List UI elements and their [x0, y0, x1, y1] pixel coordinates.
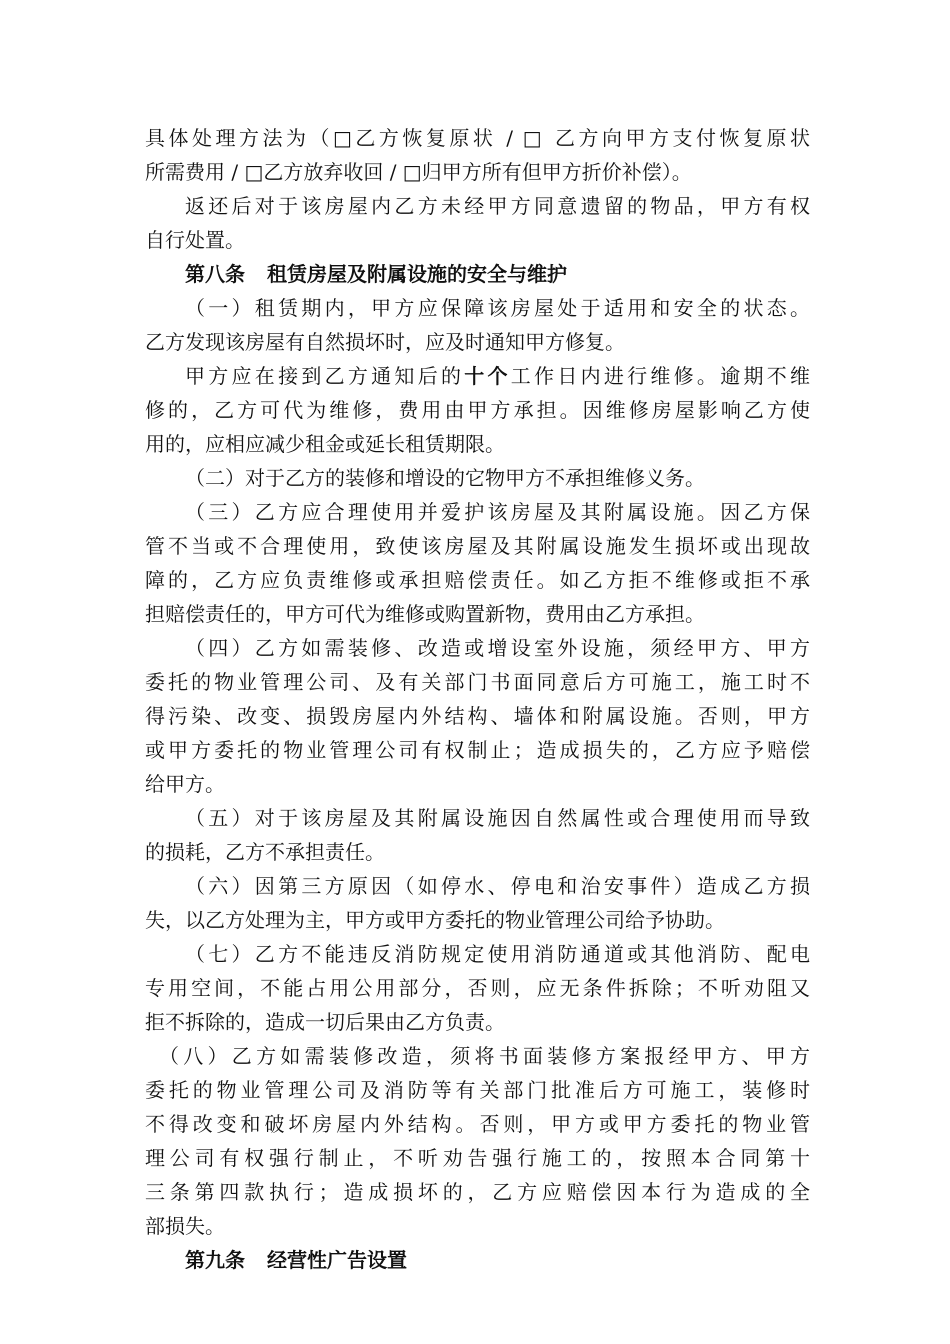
text-line: 专用空间，不能占用公用部分，否则，应无条件拆除；不听劝阻又 — [145, 976, 810, 1000]
text-line: 的损耗，乙方不承担责任。 — [145, 840, 385, 864]
text-line: 自行处置。 — [145, 228, 245, 252]
contract-text — [145, 121, 810, 1277]
article-8-clause-1 — [145, 291, 810, 359]
repair-line-prefix: 甲方应在接到乙方通知后的 — [185, 364, 465, 388]
text-line: 修的，乙方可代为维修，费用由甲方承担。因维修房屋影响乙方使 — [145, 398, 810, 422]
text-line: 不得改变和破坏房屋内外结构。否则，甲方或甲方委托的物业管 — [145, 1112, 810, 1136]
text-line: （二）对于乙方的装修和增设的它物甲方不承担维修义务。 — [185, 466, 705, 490]
text-line: 失，以乙方处理为主，甲方或甲方委托的物业管理公司给予协助。 — [145, 908, 725, 932]
text-line: 担赔偿责任的，甲方可代为维修或购置新物，费用由乙方承担。 — [145, 602, 705, 626]
article-8-heading — [145, 257, 810, 291]
text-line: 所需费用 / □乙方放弃收回 / □归甲方所有但甲方折价补偿）。 — [145, 160, 692, 184]
text-line: 用的，应相应减少租金或延长租赁期限。 — [145, 432, 505, 456]
text-line: 委托的物业管理公司及消防等有关部门批准后方可施工，装修时 — [145, 1078, 810, 1102]
text-line: 乙方发现该房屋有自然损坏时，应及时通知甲方修复。 — [145, 330, 625, 354]
article-9-title: 经营性广告设置 — [267, 1248, 407, 1272]
article-9-number: 第九条 — [185, 1248, 245, 1272]
text-line: （三）乙方应合理使用并爱护该房屋及其附属设施。因乙方保 — [185, 500, 810, 524]
text-line: 返还后对于该房屋内乙方未经甲方同意遗留的物品，甲方有权 — [185, 194, 810, 218]
text-line: （七）乙方不能违反消防规定使用消防通道或其他消防、配电 — [185, 942, 810, 966]
text-line: 障的，乙方应负责维修或承担赔偿责任。如乙方拒不维修或拒不承 — [145, 568, 810, 592]
text-line: 给甲方。 — [145, 772, 225, 796]
article-9-heading — [145, 1243, 810, 1277]
repair-line-suffix: 工作日内进行维修。逾期不维 — [510, 364, 811, 388]
text-line: 拒不拆除的，造成一切后果由乙方负责。 — [145, 1010, 505, 1034]
text-line: （八）乙方如需装修改造，须将书面装修方案报经甲方、甲方 — [159, 1044, 810, 1068]
text-line: （四）乙方如需装修、改造或增设室外设施，须经甲方、甲方 — [185, 636, 810, 660]
intro-paragraphs — [145, 121, 810, 257]
text-line: （六）因第三方原因（如停水、停电和治安事件）造成乙方损 — [185, 874, 810, 898]
text-line: 或甲方委托的物业管理公司有权制止；造成损失的，乙方应予赔偿 — [145, 738, 810, 762]
text-line: 三条第四款执行；造成损坏的，乙方应赔偿因本行为造成的全 — [145, 1180, 810, 1204]
text-line: 理公司有权强行制止，不听劝告强行施工的，按照本合同第十 — [145, 1146, 810, 1170]
repair-days-bold: 十个 — [464, 364, 511, 388]
text-line: 管不当或不合理使用，致使该房屋及其附属设施发生损坏或出现故 — [145, 534, 810, 558]
text-line: 部损失。 — [145, 1214, 225, 1238]
article-8-clauses — [145, 393, 810, 1243]
text-line: （一）租赁期内，甲方应保障该房屋处于适用和安全的状态。 — [185, 296, 810, 320]
article-8-number: 第八条 — [185, 262, 245, 286]
text-line: 具体处理方法为（□乙方恢复原状 / □ 乙方向甲方支付恢复原状 — [145, 126, 810, 150]
repair-deadline-line — [145, 359, 810, 393]
article-8-title: 租赁房屋及附属设施的安全与维护 — [267, 262, 567, 286]
text-line: 委托的物业管理公司、及有关部门书面同意后方可施工，施工时不 — [145, 670, 810, 694]
text-line: （五）对于该房屋及其附属设施因自然属性或合理使用而导致 — [185, 806, 810, 830]
text-line: 得污染、改变、损毁房屋内外结构、墙体和附属设施。否则，甲方 — [145, 704, 810, 728]
